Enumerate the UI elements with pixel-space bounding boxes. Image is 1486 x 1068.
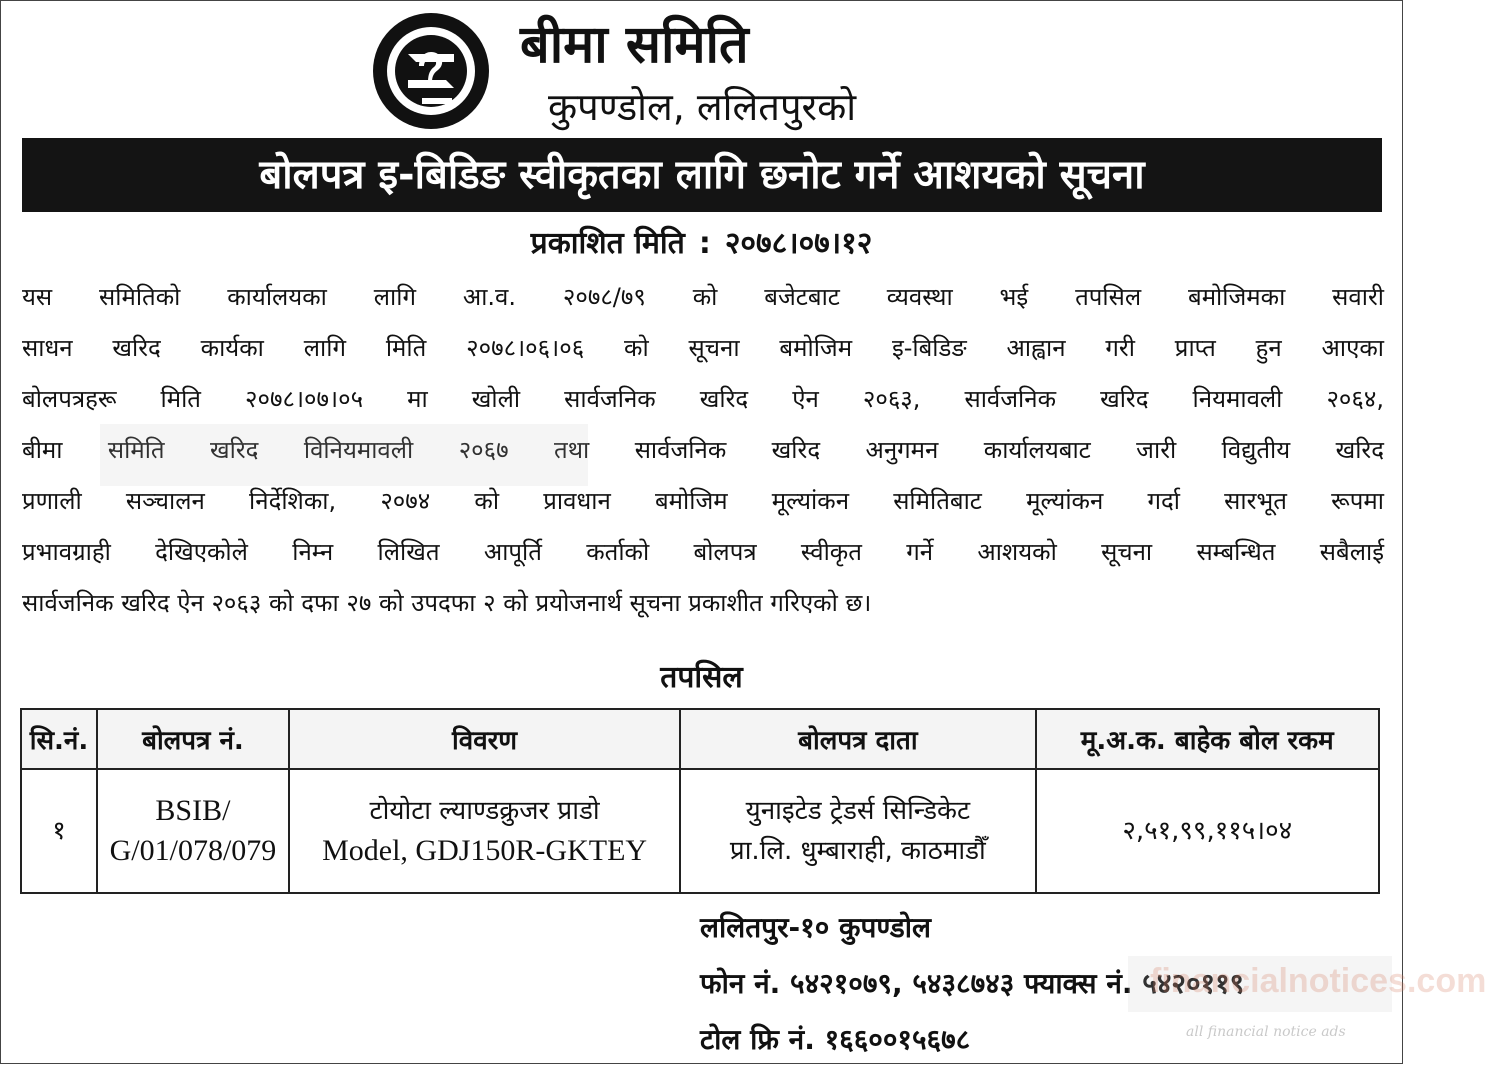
notice-body (22, 272, 1384, 629)
body-line: साधन खरिद कार्यका लागि मिति २०७८।०६।०६ को सूचना बमोजिम इ-बिडिङ आह्वान गरी प्राप्त हुन आएका (22, 334, 1384, 362)
table-header-row (21, 709, 1379, 769)
col-header-amount: मू.अ.क. बाहेक बोल रकम (1036, 709, 1380, 769)
cell-description (289, 769, 680, 893)
table-row (21, 769, 1379, 893)
bid-no-line1: BSIB/ (155, 794, 231, 827)
cell-amount: २,५१,९९,११५।०४ (1036, 769, 1380, 893)
col-header-bid-no: बोलपत्र नं. (97, 709, 289, 769)
org-address: कुपण्डोल, ललितपुरको (548, 85, 857, 129)
contact-tollfree: टोल फ्रि नं. १६६००१५६७८ (700, 1023, 971, 1056)
description-line2: Model, GDJ150R-GKTEY (322, 834, 648, 867)
body-line: बीमा समिति खरिद विनियमावली २०६७ तथा सार्वजनिक खरिद अनुगमन कार्यालयबाट जारी विद्युतीय खरिद (22, 436, 1384, 464)
body-line: यस समितिको कार्यालयका लागि आ.व. २०७८/७९ को बजेटबाट व्यवस्था भई तपसिल बमोजिमका सवारी (22, 283, 1384, 311)
description-line1: टोयोटा ल्याण्डक्रुजर प्राडो (369, 796, 600, 826)
cell-bid-no (97, 769, 289, 893)
col-header-description: विवरण (289, 709, 680, 769)
contact-block (700, 900, 1380, 1068)
bidder-line1: युनाइटेड ट्रेडर्स सिन्डिकेट (745, 796, 971, 826)
details-table (20, 708, 1380, 894)
body-line: बोलपत्रहरू मिति २०७८।०७।०५ मा खोली सार्वजनिक खरिद ऐन २०६३, सार्वजनिक खरिद नियमावली २०६४, (22, 385, 1384, 413)
published-date-line (0, 222, 1403, 266)
body-line: प्रणाली सञ्चालन निर्देशिका, २०७४ को प्रावधान बमोजिम मूल्यांकन समितिबाट मूल्यांकन गर्दा सारभूत रूपमा (22, 487, 1384, 515)
col-header-bidder: बोलपत्र दाता (680, 709, 1035, 769)
cell-bidder (680, 769, 1035, 893)
published-separator: : (698, 226, 711, 261)
org-name: बीमा समिति (520, 15, 749, 75)
section-title: तपसिल (660, 660, 743, 695)
contact-address: ललितपुर-१० कुपण्डोल (700, 911, 931, 944)
cell-sn: १ (21, 769, 97, 893)
published-date: २०७८।०७।१२ (724, 226, 873, 261)
watermark-site: financialnotices.com (1150, 962, 1486, 1000)
notice-title: बोलपत्र इ-बिडिङ स्वीकृतका लागि छनोट गर्ने आशयको सूचना (22, 138, 1382, 212)
body-line: प्रभावग्राही देखिएकोले निम्न लिखित आपूर्ति कर्ताको बोलपत्र स्वीकृत गर्ने आशयको सूचना सम्बन्धित सबैलाई (22, 538, 1384, 566)
watermark-tagline: all financial notice ads (1186, 1024, 1346, 1040)
contact-phone: फोन नं. ५४२१०७९, ५४३८७४३ फ्याक्स नं. ५४२०११९ (700, 967, 1245, 1000)
beema-samiti-logo-icon (372, 12, 490, 130)
published-label: प्रकाशित मिति (530, 226, 685, 261)
col-header-sn: सि.नं. (21, 709, 97, 769)
bidder-line2: प्रा.लि. धुम्बाराही, काठमाडौँ (729, 836, 986, 866)
body-line: सार्वजनिक खरिद ऐन २०६३ को दफा २७ को उपदफा २ को प्रयोजनार्थ सूचना प्रकाशीत गरिएको छ। (22, 589, 872, 617)
bid-no-line2: G/01/078/079 (109, 834, 277, 867)
